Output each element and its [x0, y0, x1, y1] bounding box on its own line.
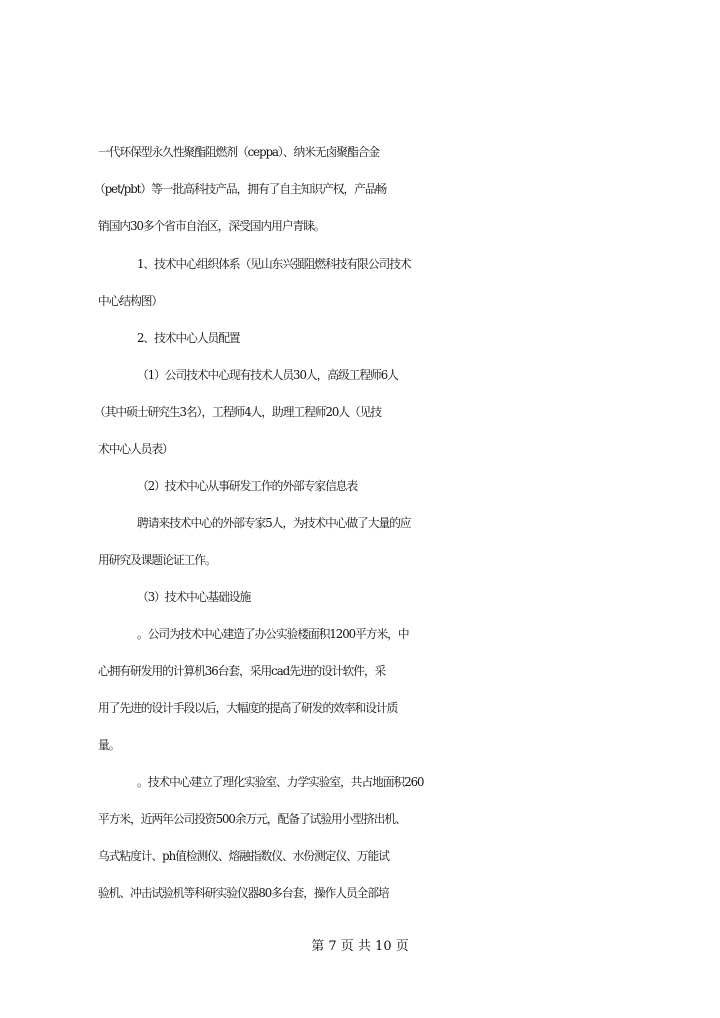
body-line: 用研究及课题论证工作。: [98, 553, 216, 567]
section-heading: 2、技术中心人员配置: [137, 331, 240, 345]
body-line: （pet/pbt）等一批高科技产品，拥有了自主知识产权，产品畅: [94, 182, 387, 196]
body-line: 聘请来技术中心的外部专家5人，为技术中心做了大量的应: [137, 516, 411, 530]
body-line: 一代环保型永久性聚酯阻燃剂（ceppa）、纳米无卤聚酯合金: [98, 145, 380, 159]
body-line: （1）公司技术中心现有技术人员30人，高级工程师6人: [137, 368, 398, 382]
body-line: 验机、冲击试验机等科研实验仪器80多台套，操作人员全部培: [98, 886, 389, 900]
page-number-footer: 第 7 页 共 10 页: [311, 939, 409, 954]
body-line: 。技术中心建立了理化实验室、力学实验室，共占地面积260: [137, 775, 424, 789]
body-line: 。公司为技术中心建造了办公实验楼面积1200平方米，中: [137, 627, 409, 641]
body-line: （其中硕士研究生3名），工程师4人，助理工程师20人（见技: [94, 405, 382, 419]
body-line: 心拥有研发用的计算机36台套，采用cad先进的设计软件，采: [98, 664, 386, 678]
body-line: 销国内30多个省市自治区，深受国内用户青睐。: [98, 219, 325, 233]
body-line: （2）技术中心从事研发工作的外部专家信息表: [137, 479, 358, 493]
body-line: 乌式粘度计、ph值检测仪、熔融指数仪、水份测定仪、万能试: [98, 849, 389, 863]
body-line: 术中心人员表）: [98, 442, 173, 456]
body-line: 中心结构图）: [98, 294, 163, 308]
body-line: 量。: [98, 738, 120, 752]
body-line: 1、技术中心组织体系（见山东兴强阻燃科技有限公司技术: [137, 257, 411, 271]
body-line: （3）技术中心基础设施: [137, 590, 251, 604]
body-line: 用了先进的设计手段以后，大幅度的提高了研发的效率和设计质: [98, 701, 398, 715]
body-line: 平方米，近两年公司投资500余万元，配备了试验用小型挤出机、: [98, 812, 406, 826]
